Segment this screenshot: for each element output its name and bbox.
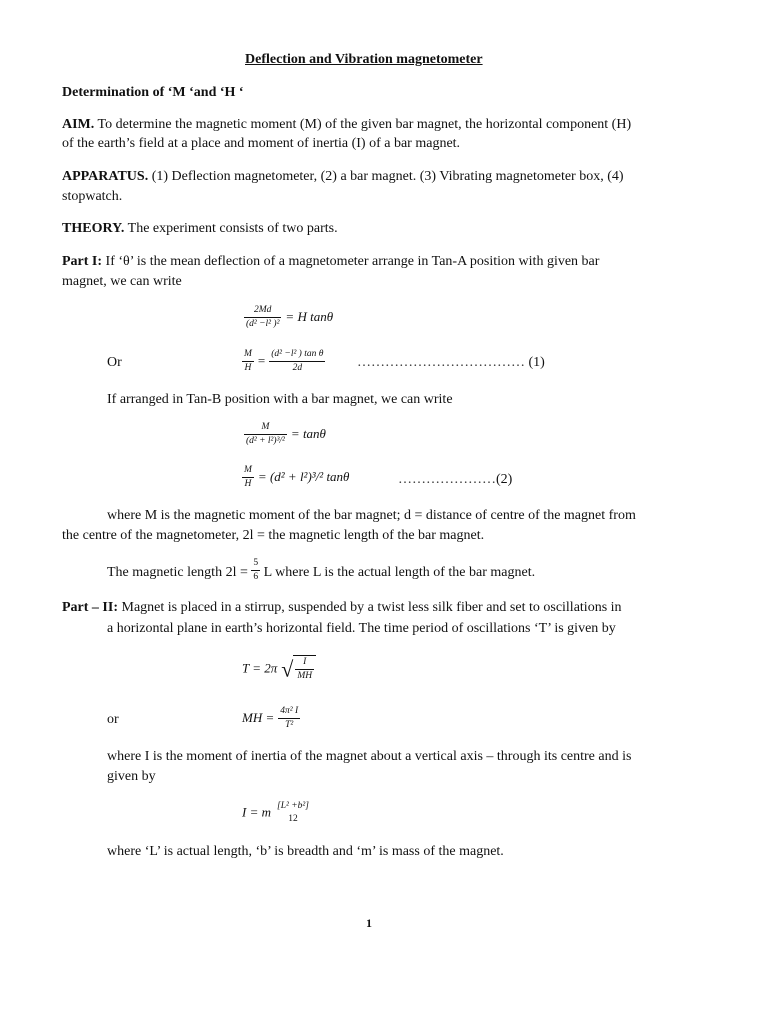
- part1-line2: magnet, we can write: [62, 274, 182, 289]
- eqT-sqrt: √ $\frac{I}{MH}$: [281, 655, 316, 683]
- or-label-1: Or: [107, 355, 122, 370]
- equation-1: [244, 304, 333, 331]
- eqT-lhs: T = 2π: [242, 660, 278, 676]
- where3-line: where ‘L’ is actual length, ‘b’ is breadth and ‘m’ is mass of the magnet.: [107, 844, 504, 859]
- equation-I: [242, 800, 311, 826]
- eq2-rhs-den: 2d: [292, 363, 303, 373]
- eq1-fraction: [244, 304, 281, 331]
- eq3-denominator: (d² + l²)³/²: [246, 436, 285, 446]
- eq2-lhs-den: H: [244, 363, 252, 373]
- part1-label: Part I:: [62, 254, 103, 269]
- eqMH-den: T²: [285, 720, 294, 730]
- eq2-number: [357, 355, 545, 371]
- eq4-number: [398, 472, 512, 488]
- part2-line2: a horizontal plane in earth’s horizontal field. The time period of oscillations ‘T’ is given by: [107, 621, 616, 636]
- eqMH-num: 4π² I: [278, 705, 300, 719]
- eq3-fraction: [244, 421, 287, 448]
- eqMH-lhs: MH =: [242, 710, 275, 726]
- mag-num: 5: [251, 557, 260, 571]
- or-label-2: or: [107, 712, 119, 727]
- subtitle: Determination of ‘M ‘and ‘H ‘: [62, 85, 244, 100]
- eq3-numerator: M: [244, 421, 287, 435]
- eq2-lhs-num: M: [242, 348, 254, 362]
- equation-3: [244, 421, 326, 448]
- page-title: Deflection and Vibration magnetometer: [245, 52, 483, 67]
- apparatus-line2: stopwatch.: [62, 189, 123, 204]
- where2-line2: given by: [107, 769, 156, 784]
- eqI-lhs: I = m: [242, 804, 271, 820]
- eqI-num: [L² +b²]: [277, 801, 309, 811]
- equation-2: $\frac{M}{H}$ = $\frac{\text{(d² −l² ) tan θ}}{2d}$: [244, 349, 324, 373]
- part1-line1: [62, 254, 599, 270]
- equation-MH: [242, 705, 300, 732]
- page-number: 1: [366, 916, 372, 930]
- where1-line1: where M is the magnetic moment of the bar magnet; d = distance of centre of the magnet from: [107, 508, 636, 523]
- eq2-dots: ………………………………: [357, 355, 525, 370]
- part2-line1: [62, 600, 622, 616]
- theory-line: [62, 221, 338, 237]
- eq2-label: (1): [528, 355, 545, 370]
- mag-den: 6: [253, 572, 259, 582]
- eq4-lhs-fraction: [242, 464, 254, 491]
- eq2-rhs-num: (d² −l² ) tan θ: [269, 348, 325, 362]
- eq1-rhs: = H tanθ: [285, 309, 334, 325]
- aim-line1: [62, 117, 631, 133]
- eq4-lhs-num: M: [242, 464, 254, 478]
- aim-text1: To determine the magnetic moment (M) of the given bar magnet, the horizontal component (H): [97, 117, 632, 132]
- equation-4: [242, 464, 349, 491]
- eq2-rhs-fraction: [269, 348, 325, 375]
- part2-text1: Magnet is placed in a stirrup, suspended by a twist less silk fiber and set to oscillations in: [121, 600, 622, 615]
- eqT-num: I: [295, 656, 314, 670]
- aim-line2: of the earth’s field at a place and moment of inertia (I) of a bar magnet.: [62, 136, 461, 151]
- eq2-lhs-fraction: [242, 348, 254, 375]
- theory-label: THEORY.: [62, 221, 125, 236]
- where2-line1: where I is the moment of inertia of the magnet about a vertical axis – through its centre and is: [107, 749, 632, 764]
- eqI-fraction: [275, 800, 311, 826]
- eq4-rhs: = (d² + l²)³/² tanθ: [257, 469, 350, 485]
- mag-pre: The magnetic length 2l =: [107, 565, 248, 580]
- eq4-dots: …………………: [398, 472, 496, 487]
- magnetic-length: [107, 557, 535, 584]
- mag-post: L where L is the actual length of the bar magnet.: [263, 565, 536, 580]
- mag-fraction: [251, 557, 260, 584]
- eq4-lhs-den: H: [244, 479, 252, 489]
- apparatus-label: APPARATUS.: [62, 169, 149, 184]
- eq3-rhs: = tanθ: [290, 426, 326, 442]
- apparatus-text1: (1) Deflection magnetometer, (2) a bar magnet. (3) Vibrating magnetometer box, (4): [151, 169, 624, 184]
- eqMH-fraction: [278, 705, 300, 732]
- apparatus-line1: [62, 169, 624, 185]
- eq1-denominator: (d² −l² )²: [246, 319, 280, 329]
- where1-line2: the centre of the magnetometer, 2l = the magnetic length of the bar magnet.: [62, 528, 485, 543]
- eq4-label: (2): [496, 472, 513, 487]
- eq1-numerator: 2Md: [244, 304, 281, 318]
- eqT-den: MH: [297, 671, 313, 681]
- aim-label: AIM.: [62, 117, 95, 132]
- theory-text: The experiment consists of two parts.: [127, 221, 338, 236]
- eqI-den: 12: [288, 814, 298, 824]
- part1-text1: If ‘θ’ is the mean deflection of a magnetometer arrange in Tan-A position with given bar: [105, 254, 600, 269]
- tanb-text: If arranged in Tan-B position with a bar magnet, we can write: [107, 392, 453, 407]
- equation-T: [242, 655, 316, 683]
- part2-label: Part – II:: [62, 600, 118, 615]
